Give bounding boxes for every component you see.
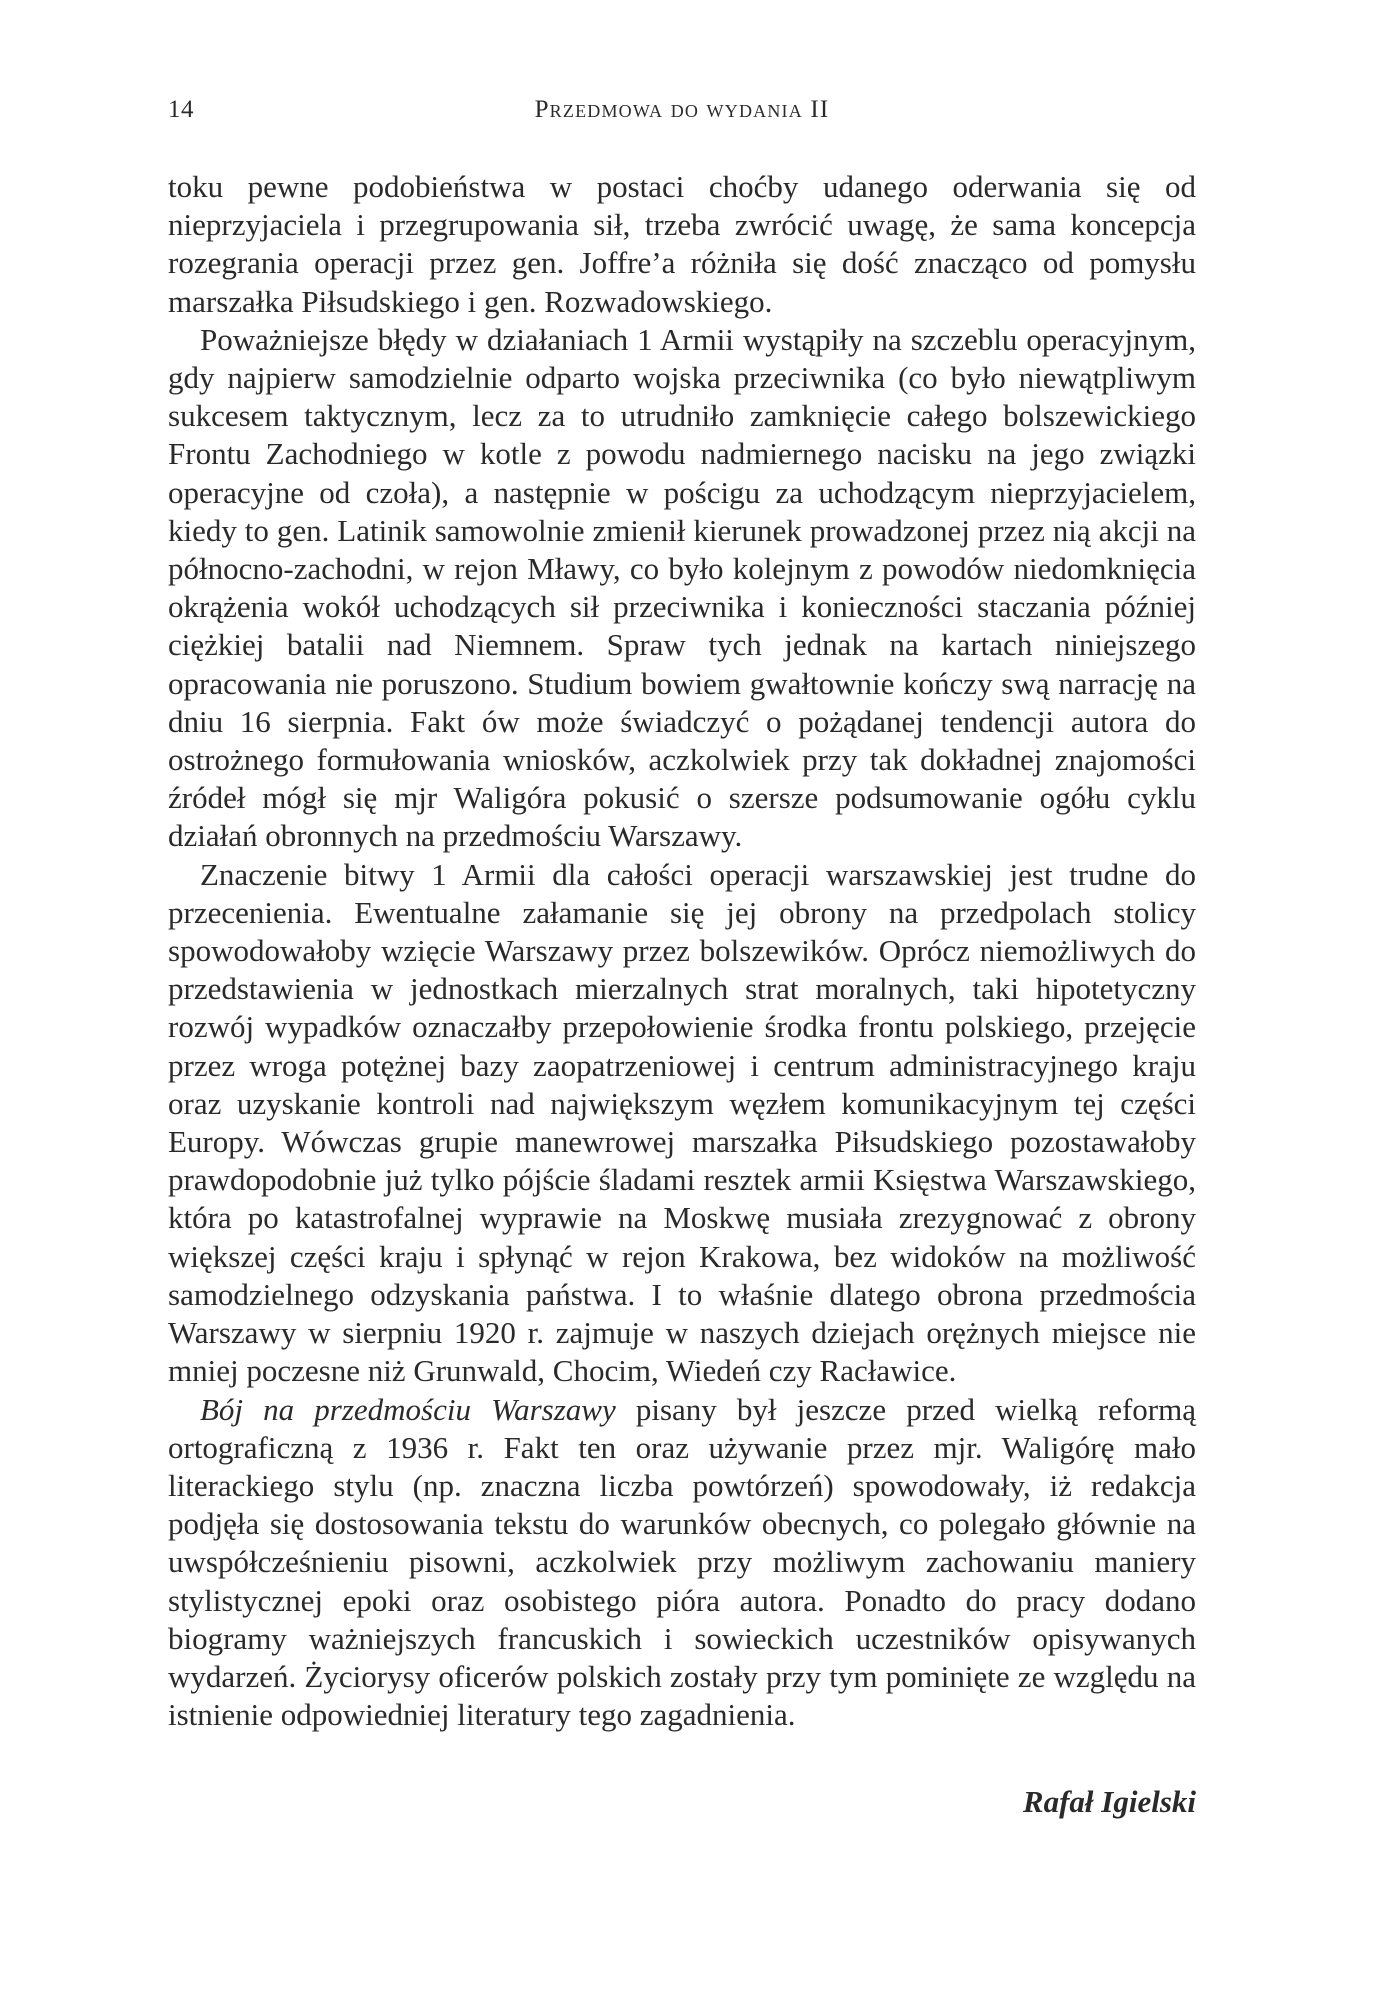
paragraph-errors-1st-army: Poważniejsze błędy w działaniach 1 Armii wystąpiły na szczeblu operacyjnym, gdy najpierw samodzielnie odparto wojska przeciwnika (co było niewątpliwym sukcesem taktycznym, lecz za to utrudniło zamknięcie całego bolszewickiego Frontu Zachodniego w kotle z powodu nadmiernego nacisku na jego związki operacyjne od czoła), a następnie w pościgu za uchodzącym nieprzyjacielem, kiedy to gen. Latinik samowolnie zmienił kierunek prowadzonej przez nią akcji na północno-zachodni, w rejon Mławy, co było kolejnym z powodów niedomknięcia okrążenia wokół uchodzących sił przeciwnika i konieczności staczania później ciężkiej batalii nad Niemnem. Spraw tych jednak na kartach niniejszego opracowania nie poruszono. Studium bowiem gwałtownie kończy swą narrację na dniu 16 sierpnia. Fakt ów może świadczyć o pożądanej tendencji autora do ostrożnego formułowania wniosków, aczkolwiek przy tak dokładnej znajomości źródeł mógł się mjr Waligóra pokusić o szersze podsumowanie ogółu cyklu działań obronnych na przedmościu Warszawy. bbox=[168, 321, 1196, 854]
page-number: 14 bbox=[168, 96, 194, 123]
editorial-note-text: pisany był jeszcze przed wielką reformą ortograficzną z 1936 r. Fakt ten oraz używanie przez mjr. Waligórę mało literackiego stylu (np. znaczna liczba powtórzeń) spowodowały, iż redakcja podjęła się dostosowania tekstu do warunków obecnych, co polegało głównie na uwspółcześnieniu pisowni, aczkolwiek przy możliwym zachowaniu maniery stylistycznej epoki oraz osobistego pióra autora. Ponadto do pracy dodano biogramy ważniejszych francuskich i sowieckich uczestników opisywanych wydarzeń. Życiorysy oficerów polskich zostały przy tym pominięte ze względu na istnienie odpowiedniej literatury tego zagadnienia. bbox=[168, 1391, 1196, 1733]
paragraph-continuation: toku pewne podobieństwa w postaci choćby udanego oderwania się od nieprzyjaciela i przegrupowania sił, trzeba zwrócić uwagę, że sama koncepcja rozegrania operacji przez gen. Joffre’a różniła się dość znacząco od pomysłu marszałka Piłsudskiego i gen. Rozwadowskiego. bbox=[168, 169, 1196, 319]
paragraph-significance: Znaczenie bitwy 1 Armii dla całości operacji warszawskiej jest trudne do przecenienia. Ewentualne załamanie się jej obrony na przedpolach stolicy spowodowałoby wzięcie Warszawy przez bolszewików. Oprócz niemożliwych do przedstawienia w jednostkach mierzalnych strat moralnych, taki hipotetyczny rozwój wypadków oznaczałby przepołowienie środka frontu polskiego, przejęcie przez wroga potężnej bazy zaopatrzeniowej i centrum administracyjnego kraju oraz uzyskanie kontroli nad największym węzłem komunikacyjnym tej części Europy. Wówczas grupie manewrowej marszałka Piłsudskiego pozostawałoby prawdopodobnie już tylko pójście śladami resztek armii Księstwa Warszawskiego, która po katastrofalnej wyprawie na Moskwę musiała zrezygnować z obrony większej części kraju i spłynąć w rejon Krakowa, bez widoków na możliwość samodzielnego odzyskania państwa. I to właśnie dlatego obrona przedmościa Warszawy w sierpniu 1920 r. zajmuje w naszych dziejach orężnych miejsce nie mniej poczesne niż Grunwald, Chocim, Wiedeń czy Racławice. bbox=[168, 856, 1196, 1389]
author-signature: Rafał Igielski bbox=[1022, 1784, 1196, 1819]
body-text bbox=[168, 168, 1196, 1734]
paragraph-editorial-note bbox=[168, 1391, 1196, 1735]
running-title: Przedmowa do wydania II bbox=[534, 96, 830, 123]
book-title-italic: Bój na przedmościu Warszawy bbox=[200, 1391, 616, 1427]
running-head bbox=[168, 96, 1196, 136]
